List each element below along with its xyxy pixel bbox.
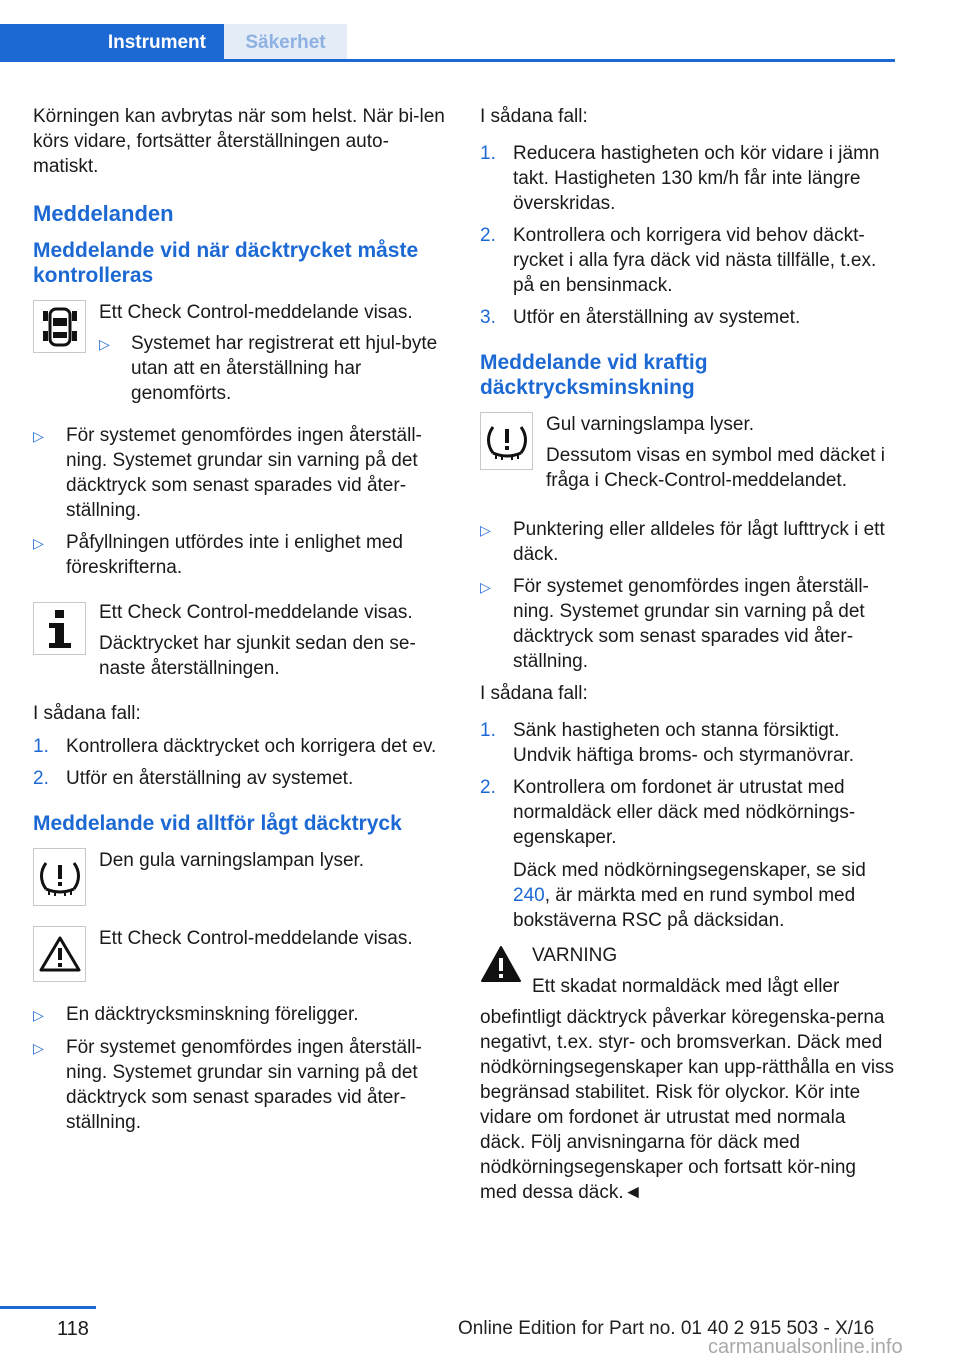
triangle-bullet-icon: ▷ bbox=[33, 535, 44, 551]
yellow-lamp-text: Den gula varningslampan lyser. bbox=[99, 850, 365, 871]
list-item: ▷ Påfyllningen utfördes inte i enlighet med föreskrifterna. bbox=[33, 532, 403, 578]
intro-paragraph: Körningen kan avbrytas när som helst. När bi-len körs vidare, fortsätter återställningen auto-matiskt. bbox=[33, 106, 445, 177]
left-column bbox=[33, 104, 445, 1142]
numbered-step: 2. Kontrollera och korrigera vid behov däckt-rycket i alla fyra däck vid nästa tillfälle, t.ex. på en bensinmack. bbox=[480, 225, 877, 296]
triangle-bullet-icon: ▷ bbox=[33, 428, 44, 444]
header-rule bbox=[0, 59, 895, 62]
numbered-step: 1. Reducera hastigheten och kör vidare i jämn takt. Hastigheten 130 km/h får inte längre överskridas. bbox=[480, 143, 880, 214]
watermark: carmanualsonline.info bbox=[708, 1336, 903, 1358]
lamp-icon-row bbox=[33, 848, 445, 906]
list-item: ▷ För systemet genomfördes ingen återställ-ning. Systemet grundar sin varning på det däcktryck som senast sparades vid åter-ställning. bbox=[33, 425, 422, 521]
warning-block bbox=[480, 943, 895, 1205]
car-icon-row bbox=[33, 300, 445, 413]
right-column bbox=[480, 104, 895, 1205]
list-item: ▷ En däcktrycksminskning föreligger. bbox=[33, 1002, 445, 1028]
triangle-bullet-icon: ▷ bbox=[33, 1007, 44, 1023]
info-icon-row bbox=[33, 600, 445, 687]
rsc-note: Däck med nödkörningsegenskaper, se sid 240, är märkta med en rund symbol med bokstäverna RSC på däcksidan. bbox=[513, 860, 866, 931]
warning-body: obefintligt däcktryck påverkar köregenska-perna negativt, t.ex. styr- och bromsverkan. Däck med nödkörningsegenskaper kan upp-rätthålla en viss begränsad stabilitet. Risk för olyckor. Kör inte vidare om fordonet är utrustat med normala däck. Följ anvisningarna för däck med nödkörningsegenskaper och fortsatt kör-ning med dessa däck.◄ bbox=[480, 1007, 895, 1203]
numbered-step: 2. Utför en återställning av systemet. bbox=[33, 768, 354, 789]
subheading-check-pressure: Meddelande vid när däcktrycket måste kontrolleras bbox=[33, 239, 419, 287]
numbered-step: 1. Kontrollera däcktrycket och korrigera det ev. bbox=[33, 736, 437, 757]
triangle-icon-row bbox=[33, 926, 445, 982]
check-control-text: Ett Check Control-meddelande visas. bbox=[99, 302, 413, 323]
triangle-bullet-icon: ▷ bbox=[480, 522, 491, 538]
edition-text: Online Edition for Part no. 01 40 2 915 503 - X/16 bbox=[458, 1318, 875, 1339]
tire-pressure-warning-icon bbox=[33, 848, 86, 906]
pressure-dropped-text: Däcktrycket har sjunkit sedan den se-naste återställningen. bbox=[99, 633, 416, 679]
lamp-icon-row bbox=[480, 412, 895, 499]
in-such-case-label: I sådana fall: bbox=[33, 703, 141, 724]
numbered-step: 3. Utför en återställning av systemet. bbox=[480, 307, 801, 328]
triangle-bullet-icon: ▷ bbox=[33, 1040, 44, 1056]
section-heading-messages: Meddelanden bbox=[33, 201, 174, 226]
in-such-case-label: I sådana fall: bbox=[480, 106, 588, 127]
tire-pressure-warning-icon bbox=[480, 412, 533, 470]
in-such-case-label: I sådana fall: bbox=[480, 683, 588, 704]
list-item: ▷ För systemet genomfördes ingen återställ-ning. Systemet grundar sin varning på det däcktryck som senast sparades vid åter-ställning. bbox=[33, 1037, 422, 1133]
page-number: 118 bbox=[57, 1318, 89, 1340]
subheading-low-pressure: Meddelande vid alltför lågt däcktryck bbox=[33, 812, 402, 835]
warning-sign-icon bbox=[480, 943, 522, 985]
check-control-text: Ett Check Control-meddelande visas. bbox=[99, 602, 413, 623]
triangle-bullet-icon: ▷ bbox=[99, 336, 110, 352]
subheading-strong-drop: Meddelande vid kraftig däcktrycksminskning bbox=[480, 351, 708, 399]
numbered-step: 1. Sänk hastigheten och stanna försiktigt. Undvik häftiga broms- och styrmanövrar. bbox=[480, 720, 855, 766]
warning-title: VARNING bbox=[532, 945, 618, 966]
footer-rule bbox=[0, 1306, 96, 1309]
page-link-240[interactable]: 240 bbox=[513, 885, 545, 906]
numbered-step: 2. Kontrollera om fordonet är utrustat med normaldäck eller däck med nödkörnings-egenskaper. Däck med nödkörningsegenskaper, se sid 240, är märkta med en rund symbol med bokstäverna RSC på däcksidan. bbox=[480, 775, 895, 933]
car-tire-icon bbox=[33, 300, 86, 353]
warning-first-line: Ett skadat normaldäck med lågt eller bbox=[532, 976, 840, 997]
header-tabs bbox=[0, 24, 895, 62]
info-icon bbox=[33, 602, 86, 655]
tab-sakerhet[interactable]: Säkerhet bbox=[224, 24, 347, 59]
check-control-text: Ett Check Control-meddelande visas. bbox=[99, 928, 413, 949]
symbol-shown-text: Dessutom visas en symbol med däcket i fråga i Check-Control-meddelandet. bbox=[546, 445, 885, 491]
yellow-lamp-text: Gul varningslampa lyser. bbox=[546, 414, 755, 435]
tab-instrument[interactable]: Instrument bbox=[0, 24, 224, 62]
warning-triangle-icon bbox=[33, 926, 86, 982]
list-item: ▷ Punktering eller alldeles för lågt lufttryck i ett däck. bbox=[480, 519, 885, 565]
list-item: ▷ För systemet genomfördes ingen återställ-ning. Systemet grundar sin varning på det däcktryck som senast sparades vid åter-ställning. bbox=[480, 576, 869, 672]
triangle-bullet-icon: ▷ bbox=[480, 579, 491, 595]
list-item: ▷ Systemet har registrerat ett hjul-byte utan att en återställning har genomförts. bbox=[99, 333, 438, 404]
